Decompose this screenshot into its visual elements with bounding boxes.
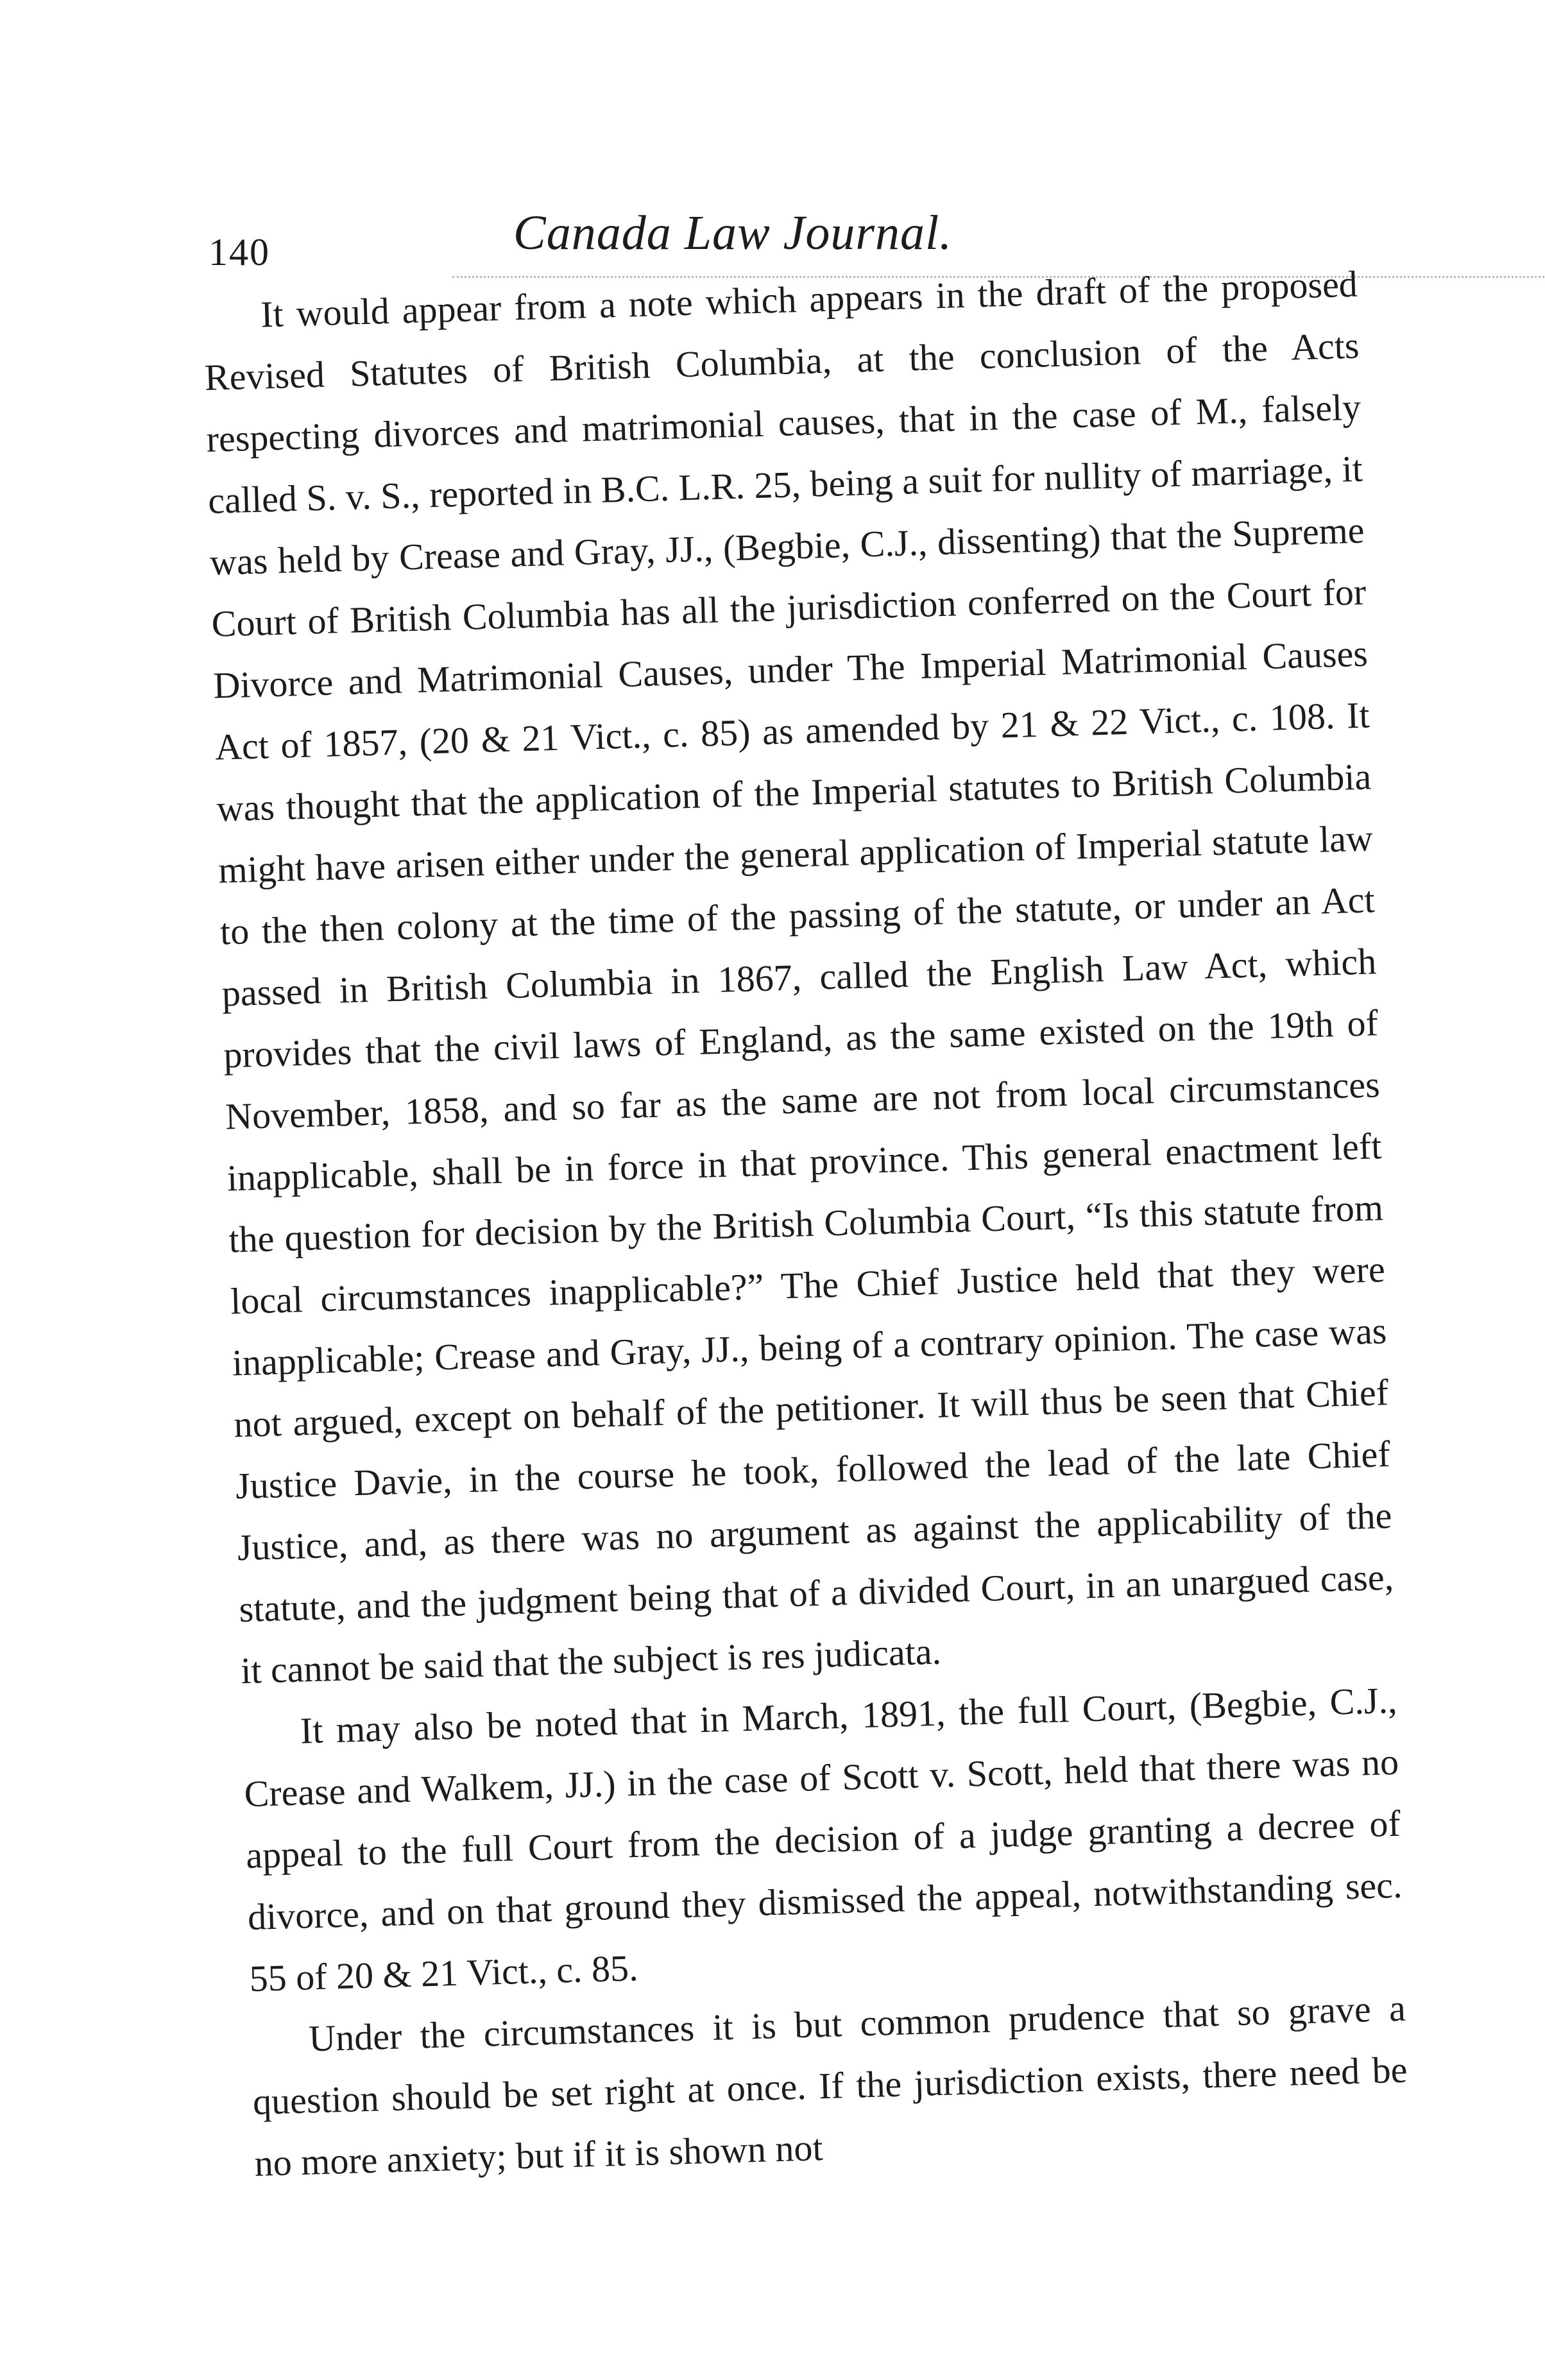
page-number: 140 — [209, 231, 270, 273]
paragraph-1: It would appear from a note which appears in the draft of the proposed Revised Statutes of British Columbia, at the conclusion of the Acts respecting divorces and matrimonial causes, that in the case of M., falsely called S. v. S., reported in B.C. L.R. 25, being a suit for nullity of marriage, it was held by Crease and Gray, JJ., (Begbie, C.J., dissenting) that the Supreme Court of British Columbia has all the jurisdiction conferred on the Court for Divorce and Matrimonial Causes, under The Imperial Matrimonial Causes Act of 1857, (20 & 21 Vict., c. 85) as amended by 21 & 22 Vict., c. 108. It was thought that the application of the Imperial statutes to British Columbia might have arisen either under the general application of Imperial statute law to the then colony at the time of the passing of the statute, or under an Act passed in British Columbia in 1867, called the English Law Act, which provides that the civil laws of England, as the same existed on the 19th of November, 1858, and so far as the same are not from local circumstances inapplicable, shall be in force in that province. This general enactment left the question for decision by the British Columbia Court, “Is this statute from local circumstances inapplicable?” The Chief Justice held that they were inapplicable; Crease and Gray, JJ., being of a contrary opinion. The case was not argued, except on behalf of the petitioner. It will thus be seen that Chief Justice Davie, in the course he took, followed the lead of the late Chief Justice, and, as there was no argument as against the applicability of the statute, and the judgment being that of a divided Court, in an unargued case, it cannot be said that the subject is res judicata. — [204, 262, 1394, 1692]
paragraph-3: Under the circumstances it is but common prudence that so grave a question should be set right at once. If the jurisdiction exists, there need be no more anxiety; but if it is shown not — [252, 1987, 1408, 2184]
paragraph-2: It may also be noted that in March, 1891, the full Court, (Begbie, C.J., Crease and Walkem, JJ.) in the case of Scott v. Scott, held that there was no appeal to the full Court from the decision of a judge granting a decree of divorce, and on that ground they dismissed the appeal, notwithstanding sec. 55 of 20 & 21 Vict., c. 85. — [243, 1679, 1403, 1999]
running-title: Canada Law Journal. — [513, 206, 953, 260]
body-text — [202, 253, 1410, 2195]
